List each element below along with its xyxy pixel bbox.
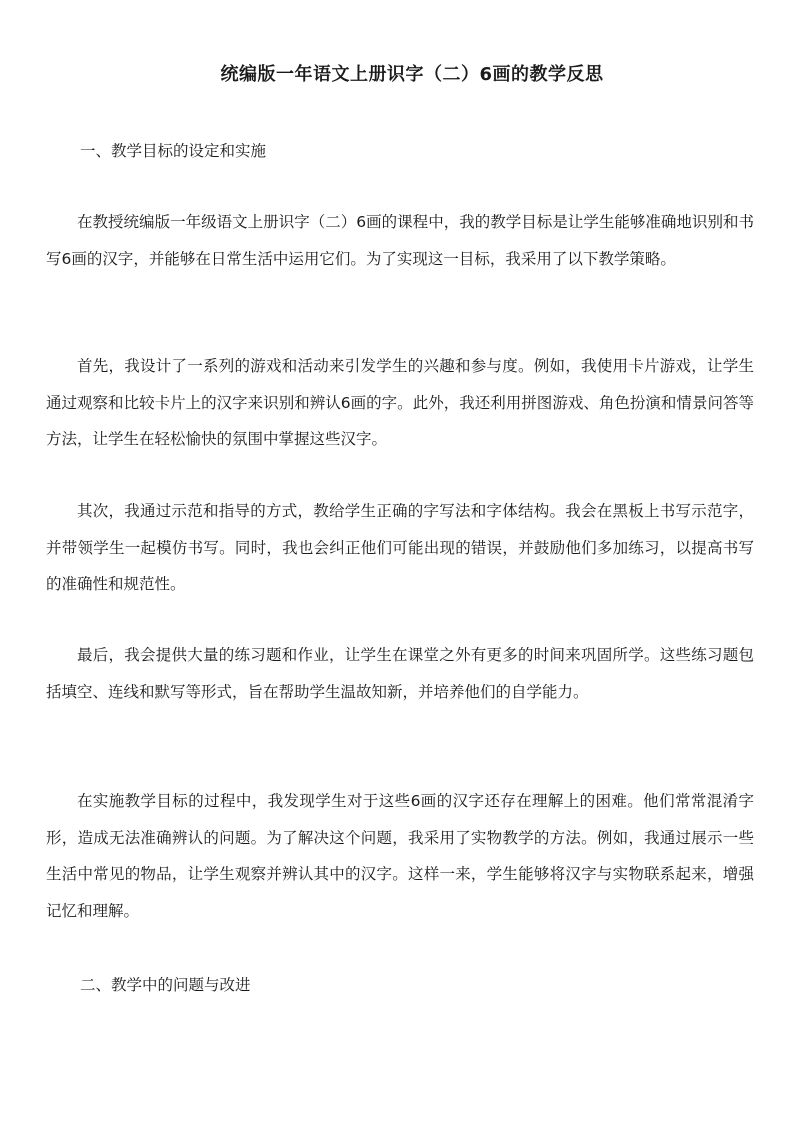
section-heading-2: 二、教学中的问题与改进 <box>80 976 251 994</box>
document-title: 统编版一年语文上册识字（二）6画的教学反思 <box>220 64 604 85</box>
paragraph-5: 在实施教学目标的过程中，我发现学生对于这些6画的汉字还存在理解上的困难。他们常常混淆字形，造成无法准确辨认的问题。为了解决这个问题，我采用了实物教学的方法。例如，我通过展示一些生活中常见的物品，让学生观察并辨认其中的汉字。这样一来，学生能够将汉字与实物联系起来，增强记忆和理解。 <box>46 792 754 920</box>
paragraph-1: 在教授统编版一年级语文上册识字（二）6画的课程中，我的教学目标是让学生能够准确地识别和书写6画的汉字，并能够在日常生活中运用它们。为了实现这一目标，我采用了以下教学策略。 <box>46 213 754 268</box>
paragraph-2: 首先，我设计了一系列的游戏和活动来引发学生的兴趣和参与度。例如，我使用卡片游戏，让学生通过观察和比较卡片上的汉字来识别和辨认6画的字。此外，我还利用拼图游戏、角色扮演和情景问答等方法，让学生在轻松愉快的氛围中掌握这些汉字。 <box>46 357 754 448</box>
paragraph-4: 最后，我会提供大量的练习题和作业，让学生在课堂之外有更多的时间来巩固所学。这些练习题包括填空、连线和默写等形式，旨在帮助学生温故知新，并培养他们的自学能力。 <box>46 646 754 701</box>
paragraph-3: 其次，我通过示范和指导的方式，教给学生正确的字写法和字体结构。我会在黑板上书写示范字，并带领学生一起模仿书写。同时，我也会纠正他们可能出现的错误，并鼓励他们多加练习，以提高书写的准确性和规范性。 <box>46 502 754 593</box>
section-heading-1: 一、教学目标的设定和实施 <box>80 142 267 160</box>
